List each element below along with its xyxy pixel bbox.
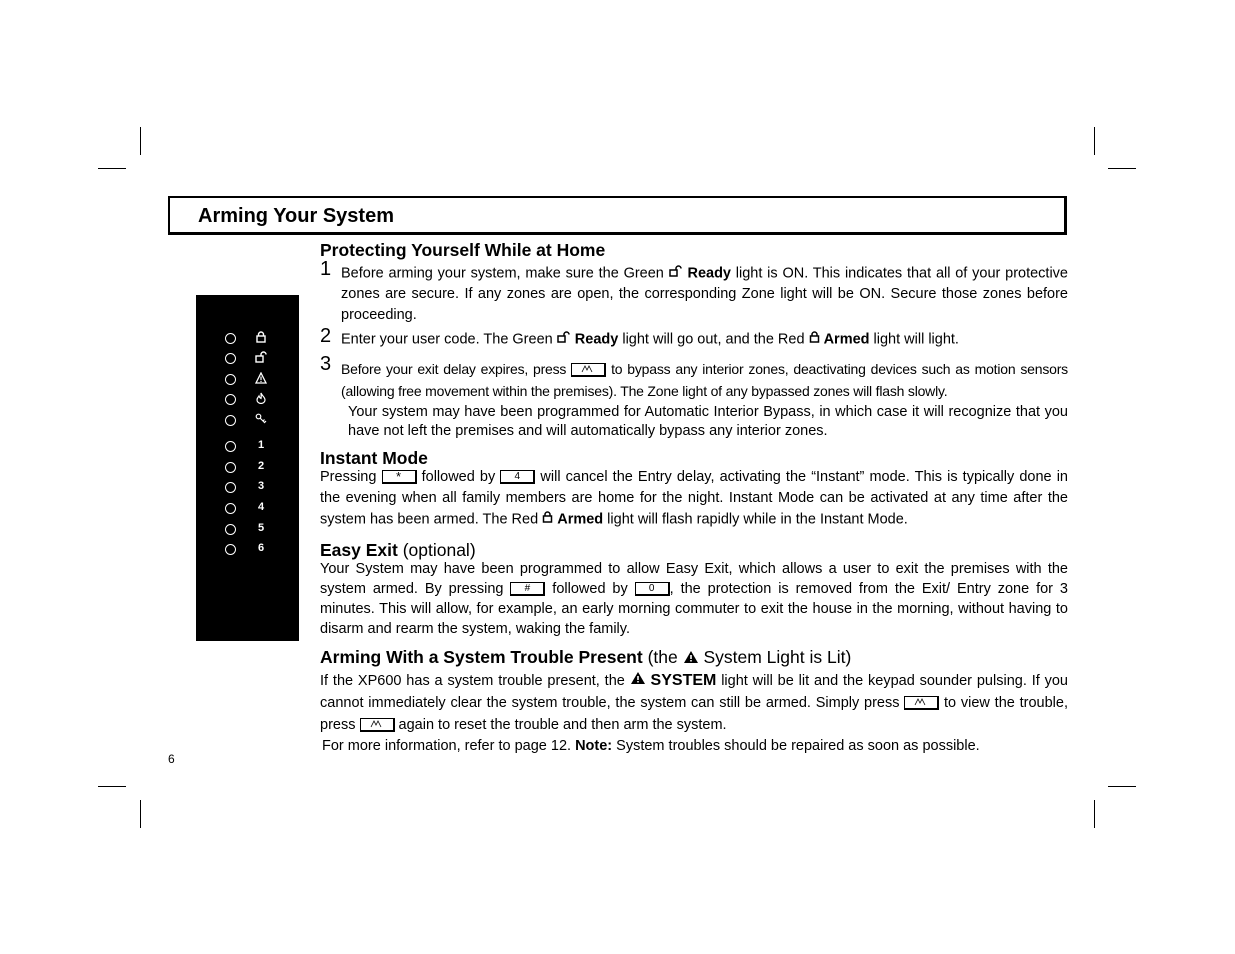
section-heading bbox=[320, 648, 1068, 668]
crop-mark bbox=[98, 786, 126, 787]
indicator-led bbox=[225, 394, 236, 405]
crop-mark bbox=[98, 168, 126, 169]
unlock-icon bbox=[669, 263, 683, 284]
section-title-box bbox=[168, 196, 1067, 235]
zero-key: 0 bbox=[635, 582, 670, 596]
zone-label: 1 bbox=[257, 439, 265, 451]
crop-mark bbox=[1094, 127, 1095, 155]
step bbox=[320, 325, 1068, 349]
step-text bbox=[341, 263, 1068, 326]
step-text bbox=[341, 358, 1068, 402]
star-key: * bbox=[382, 470, 417, 484]
text: will cancel the Entry delay, activating the “Instant” mode. This is typically done in the evening when all family members are home for the night. Instant Mode can be activated at any time after the system has been armed. The Red bbox=[320, 468, 1068, 527]
indicator-led bbox=[225, 441, 236, 452]
heading-suffix: (optional) bbox=[397, 539, 476, 560]
note-label: Note: bbox=[575, 738, 613, 755]
text: If the XP600 has a system trouble present, the bbox=[320, 672, 630, 689]
crop-mark bbox=[140, 800, 141, 828]
text: light will go out, and the Red bbox=[618, 331, 809, 348]
page-number: 6 bbox=[168, 752, 175, 766]
text: to bypass any interior zones, deactivating devices such as motion sensors (allowing free movement within the premises). The Zone light of any bypassed zones will flash slowly. bbox=[341, 360, 1068, 399]
ready-label: Ready bbox=[574, 331, 619, 348]
armed-label: Armed bbox=[557, 510, 604, 527]
zone-label: 3 bbox=[257, 480, 265, 492]
step bbox=[320, 258, 1068, 326]
keypad-indicator-panel bbox=[196, 295, 299, 641]
crop-mark bbox=[1094, 800, 1095, 828]
text: followed by bbox=[416, 468, 501, 485]
section-heading: Protecting Yourself While at Home bbox=[320, 240, 606, 260]
text: light will flash rapidly while in the Instant Mode. bbox=[603, 510, 908, 527]
lock-icon bbox=[254, 331, 268, 346]
step-number: 1 bbox=[320, 258, 332, 280]
text: followed by bbox=[545, 580, 635, 597]
step-number: 2 bbox=[320, 325, 332, 348]
section-heading bbox=[320, 541, 1068, 559]
zone-label: 4 bbox=[257, 501, 265, 513]
bypass-key bbox=[904, 696, 939, 710]
text: Pressing bbox=[320, 468, 382, 485]
text: light is ON. This indicates that all of your protective zones are secure. If any zones are open, the corresponding Zone light will be ON. Secure those zones before proceeding. bbox=[341, 265, 1068, 324]
page-title: Arming Your System bbox=[198, 205, 394, 227]
text: again to reset the trouble and then arm the system. bbox=[394, 717, 727, 734]
indicator-led bbox=[225, 353, 236, 364]
text: System troubles should be repaired as soon as possible. bbox=[612, 738, 980, 755]
main-content bbox=[320, 240, 1068, 756]
step-text bbox=[341, 330, 1068, 349]
text: Before arming your system, make sure the Green bbox=[341, 265, 669, 282]
text: light will be lit and the keypad sounder pulsing. If you cannot immediately clear the system trouble, the system can still be armed. Simply press bbox=[320, 672, 1068, 712]
zone-label: 2 bbox=[257, 460, 265, 472]
unlock-icon bbox=[254, 351, 268, 366]
fire-icon bbox=[254, 392, 268, 407]
heading-text: System Light is Lit) bbox=[698, 646, 852, 667]
text: Enter your user code. The Green bbox=[341, 331, 557, 348]
paragraph bbox=[320, 737, 1068, 756]
bypass-key bbox=[571, 363, 606, 377]
text: For more information, refer to page 12. bbox=[322, 738, 576, 755]
indicator-led bbox=[225, 544, 236, 555]
indicator-led bbox=[225, 333, 236, 344]
text: , the protection is removed from the Exit/ Entry zone for 3 minutes. This will allow, for example, an early morning commuter to exit the house in the morning, without having to disarm and rearm the system, waking the family. bbox=[320, 580, 1068, 637]
lock-icon bbox=[542, 509, 553, 530]
warning-icon bbox=[683, 649, 699, 668]
warning-icon bbox=[630, 670, 646, 692]
bypass-key bbox=[360, 718, 395, 732]
heading-text: Arming With a System Trouble Present bbox=[320, 646, 643, 667]
warning-icon bbox=[254, 372, 268, 387]
zone-label: 6 bbox=[257, 542, 265, 554]
indicator-led bbox=[225, 482, 236, 493]
unlock-icon bbox=[557, 330, 571, 349]
crop-mark bbox=[140, 127, 141, 155]
indicator-led bbox=[225, 503, 236, 514]
section-heading: Instant Mode bbox=[320, 447, 428, 468]
paragraph bbox=[320, 467, 1068, 530]
crop-mark bbox=[1108, 786, 1136, 787]
text: to view the trouble, press bbox=[320, 695, 1068, 734]
key-icon bbox=[254, 413, 268, 428]
step bbox=[320, 352, 1068, 402]
step-number: 3 bbox=[320, 352, 332, 375]
system-label: SYSTEM bbox=[650, 671, 717, 689]
heading-text: (the bbox=[642, 646, 683, 667]
text: Your System may have been programmed to allow Easy Exit, which allows a user to exit the premises with the system armed. By pressing bbox=[320, 560, 1068, 597]
lock-icon bbox=[809, 330, 820, 349]
hash-key: # bbox=[510, 582, 545, 596]
heading-text: Easy Exit bbox=[320, 539, 398, 560]
indicator-led bbox=[225, 374, 236, 385]
note-text: Your system may have been programmed for Automatic Interior Bypass, in which case it will recognize that you have not left the premises and will automatically bypass any interior zones. bbox=[348, 403, 1068, 439]
ready-label: Ready bbox=[687, 265, 731, 282]
indicator-led bbox=[225, 462, 236, 473]
text: Before your exit delay expires, press bbox=[341, 360, 572, 377]
crop-mark bbox=[1108, 168, 1136, 169]
zone-label: 5 bbox=[257, 522, 265, 534]
indicator-led bbox=[225, 524, 236, 535]
text: light will light. bbox=[869, 331, 959, 348]
armed-label: Armed bbox=[823, 331, 870, 348]
paragraph bbox=[320, 670, 1068, 736]
paragraph bbox=[320, 559, 1068, 639]
indicator-led bbox=[225, 415, 236, 426]
four-key: 4 bbox=[500, 470, 535, 484]
